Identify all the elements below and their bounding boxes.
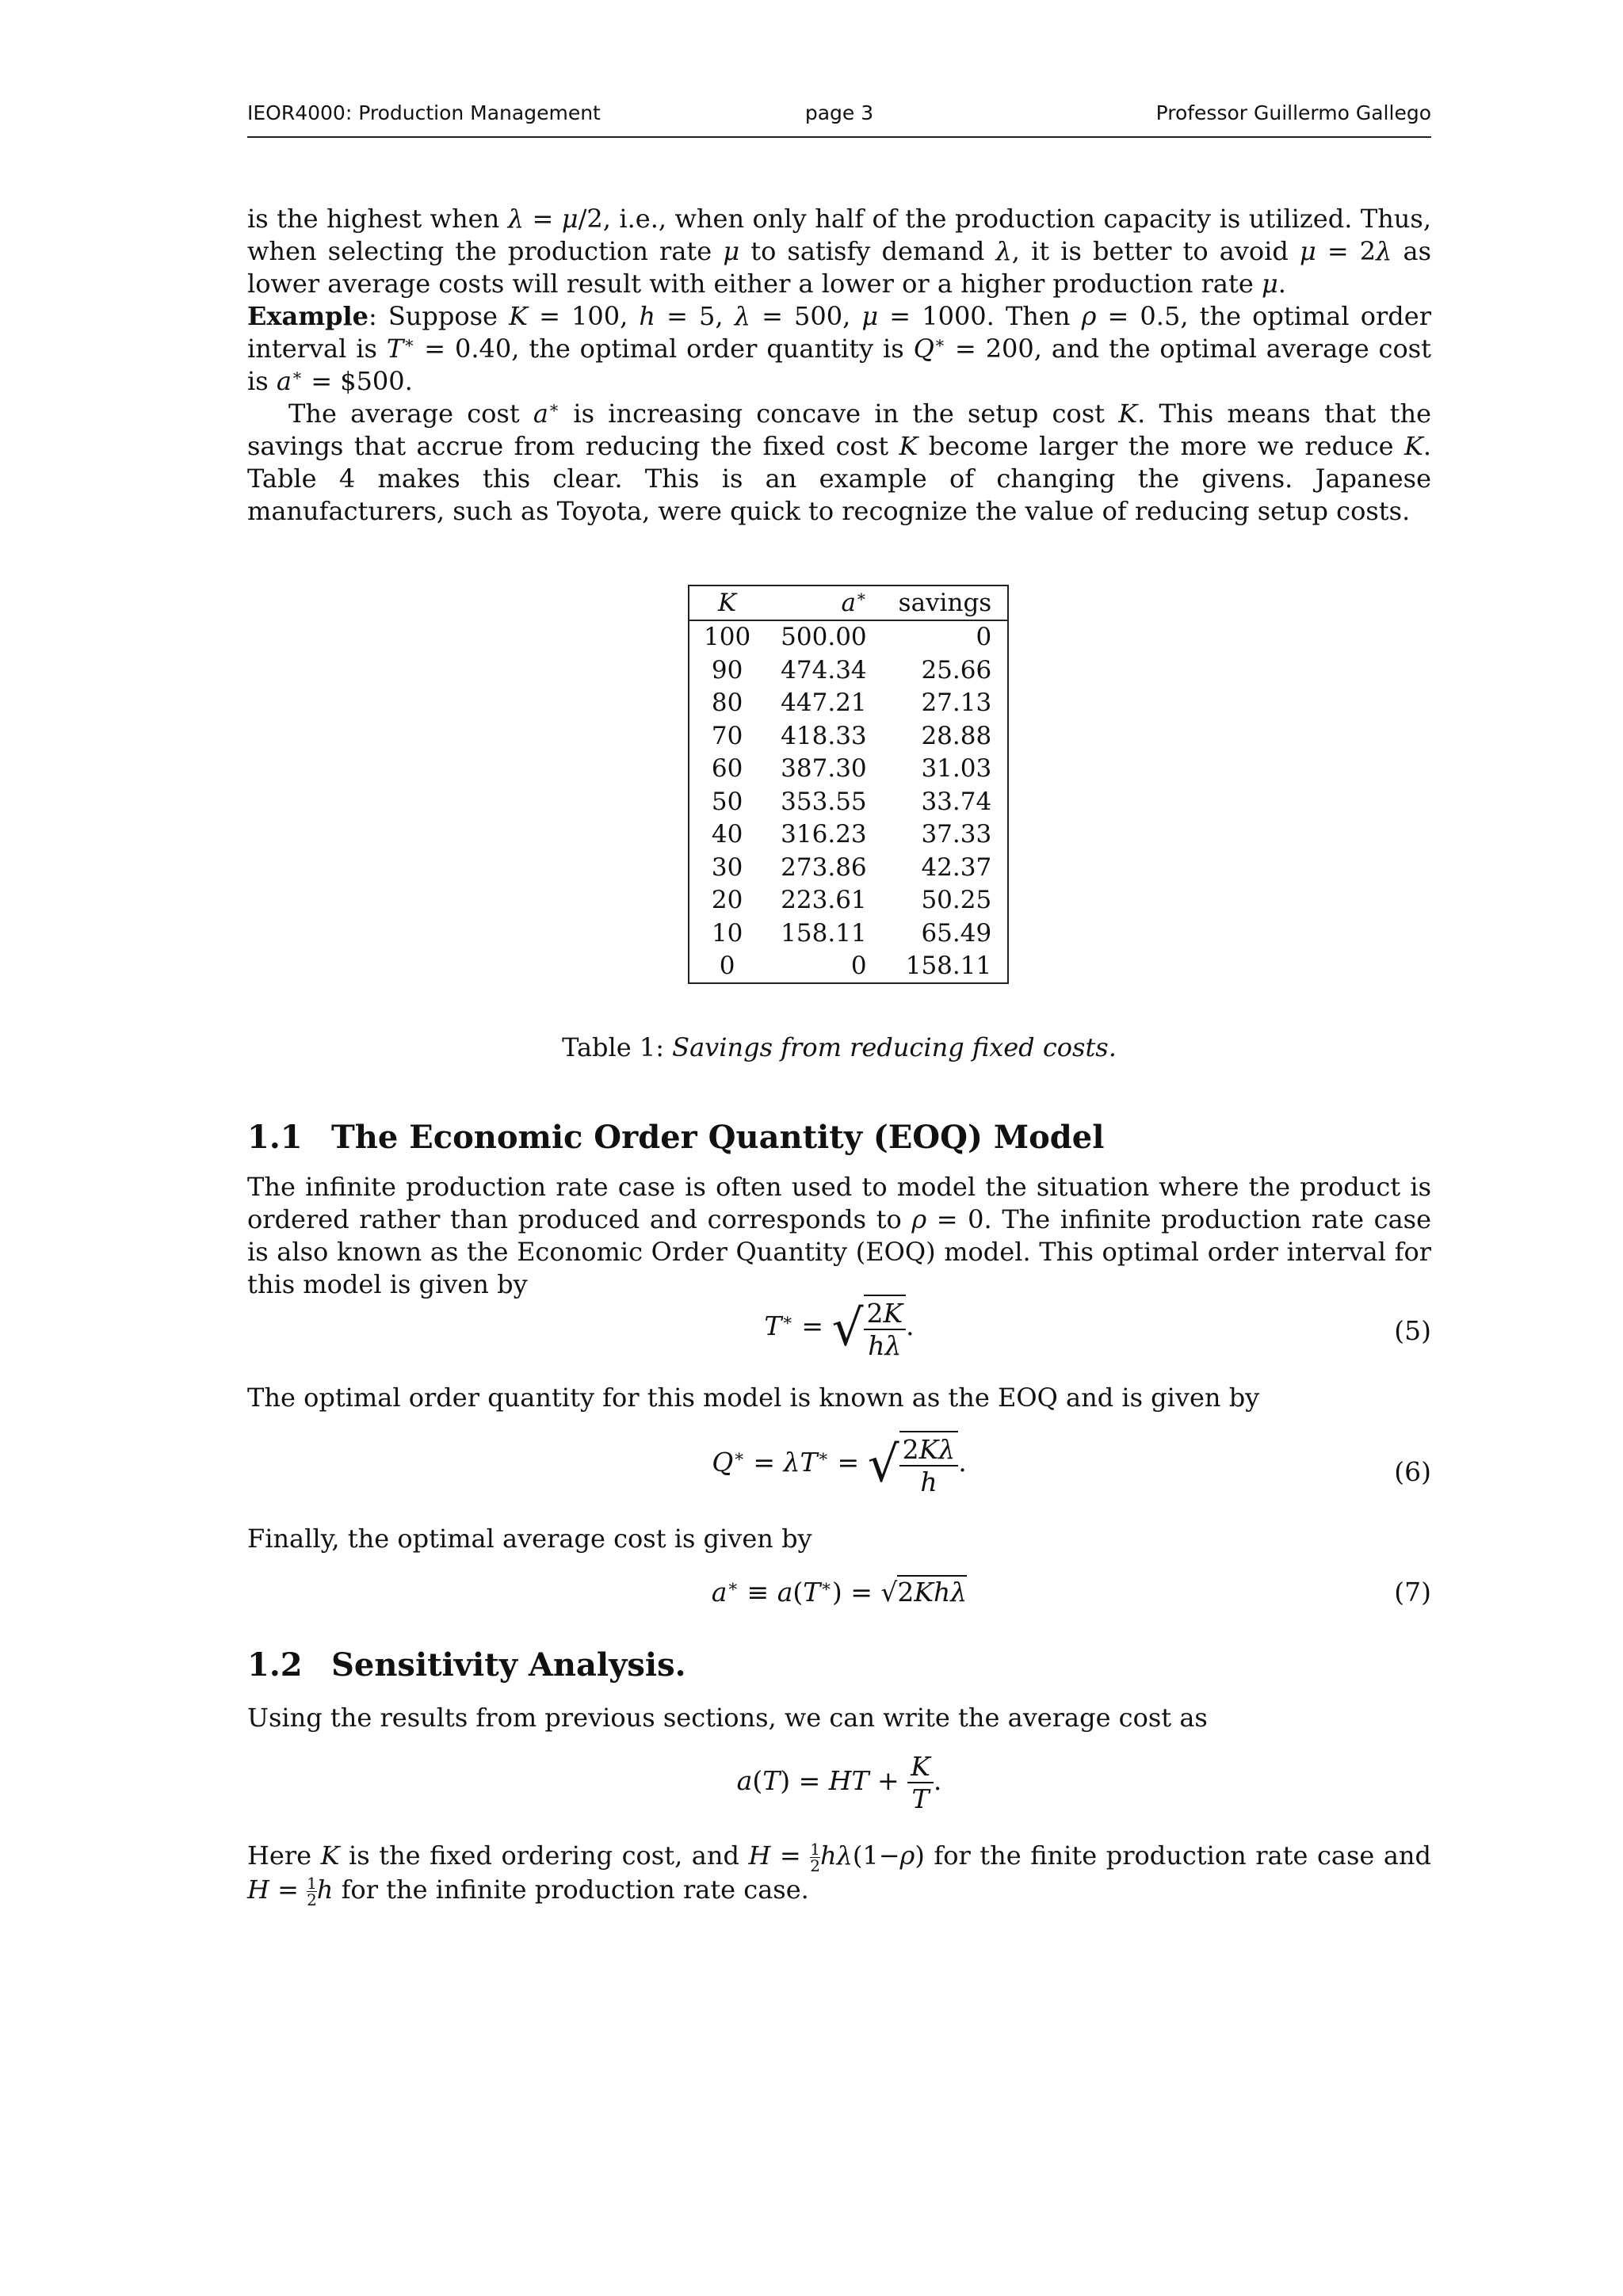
savings-table xyxy=(688,585,1009,984)
table-cell: 10 xyxy=(711,918,743,948)
table-cell: 33.74 xyxy=(921,787,992,816)
table-body xyxy=(689,620,1008,984)
savings-table-wrapper xyxy=(688,585,1009,984)
table-cell: 20 xyxy=(711,886,743,915)
table-row xyxy=(689,719,1008,753)
running-header xyxy=(247,101,1431,138)
table-cell: 474.34 xyxy=(781,655,867,685)
table-cell: 0 xyxy=(850,952,867,981)
average-cost-equation xyxy=(247,1751,1431,1827)
eoq-cost-paragraph: Finally, the optimal average cost is given by xyxy=(247,1524,812,1554)
table-cell: 28.88 xyxy=(921,721,992,750)
equation-6-body: Q∗ = λT∗ = √ $\frac{2K\lambda}{h}$ . xyxy=(247,1431,1431,1497)
example-label: Example xyxy=(247,301,369,331)
table-header-row xyxy=(689,585,1008,620)
section-number: 1.2 xyxy=(247,1646,303,1684)
table-row xyxy=(689,950,1008,984)
table-cell: 0 xyxy=(719,952,735,981)
table-cell: 65.49 xyxy=(921,918,992,948)
table-cell: 158.11 xyxy=(905,952,992,981)
table-cell: 31.03 xyxy=(921,754,992,784)
table-cell: 158.11 xyxy=(781,918,867,948)
equation-number: (6) xyxy=(1394,1456,1431,1487)
table-row xyxy=(689,917,1008,950)
section-title: The Economic Order Quantity (EOQ) Model xyxy=(331,1119,1105,1156)
table-header-cell: savings xyxy=(883,585,1009,620)
header-course: IEOR4000: Production Management xyxy=(247,101,601,124)
table-row xyxy=(689,785,1008,818)
table-cell: 387.30 xyxy=(781,754,867,784)
section-heading-sensitivity xyxy=(247,1646,686,1684)
table-cell: 223.61 xyxy=(781,886,867,915)
table-cell: 50 xyxy=(711,787,743,816)
table-cell: 447.21 xyxy=(781,688,867,718)
equation-7-body: a∗ ≡ a(T∗) = √2Khλ xyxy=(711,1577,968,1608)
table-cell: 500.00 xyxy=(781,623,867,652)
table-cell: 25.66 xyxy=(921,655,992,685)
equation-number: (5) xyxy=(1394,1315,1431,1346)
table-cell: 90 xyxy=(711,655,743,685)
section-number: 1.1 xyxy=(247,1119,303,1156)
table-caption xyxy=(247,1032,1431,1062)
table-cell: 27.13 xyxy=(921,688,992,718)
table-cell: 80 xyxy=(711,688,743,718)
sensitivity-definition-paragraph: Here K is the fixed ordering cost, and H = $\frac{1}{2}$ hλ(1−ρ) for the finite production rate case and H = $\frac{1}{2}$ h for the infinite production rate case. xyxy=(247,1840,1432,1909)
table-row xyxy=(689,753,1008,786)
table-row xyxy=(689,620,1008,654)
table-cell: 40 xyxy=(711,820,743,849)
table-cell: 0 xyxy=(976,623,992,652)
average-cost-equation-body: a(T) = HT + $\frac{K}{T}$ . xyxy=(736,1751,942,1814)
table-row xyxy=(689,851,1008,884)
table-cell: 50.25 xyxy=(921,886,992,915)
table-row xyxy=(689,687,1008,720)
table-row xyxy=(689,654,1008,687)
caption-text: Savings from reducing fixed costs. xyxy=(672,1032,1117,1062)
table-cell: 273.86 xyxy=(781,852,867,882)
table-cell: 42.37 xyxy=(921,852,992,882)
table-header-cell: K xyxy=(689,585,765,620)
table-cell: 418.33 xyxy=(781,721,867,750)
sensitivity-intro-paragraph: Using the results from previous sections, we can write the average cost as xyxy=(247,1703,1208,1733)
header-page-number: page 3 xyxy=(804,101,874,124)
equation-number: (7) xyxy=(1394,1577,1431,1608)
table-cell: 100 xyxy=(704,623,751,652)
section-title: Sensitivity Analysis. xyxy=(331,1646,686,1684)
concavity-paragraph: The average cost a∗ is increasing concave in the setup cost K. This means that the savings that accrue from reducing the fixed cost K become larger the more we reduce K. Table 4 makes this clear. This is an example of changing the givens. Japanese manufacturers, such as Toyota, were quick to recognize the value of reducing setup costs. xyxy=(247,398,1432,526)
table-row xyxy=(689,818,1008,852)
intro-paragraph: is the highest when λ = μ/2, i.e., when only half of the production capacity is utilized. Thus, when selecting the production rate μ to satisfy demand λ, it is better to avoid μ = 2λ as lower average costs will result with either a lower or a higher production rate μ. xyxy=(247,204,1432,299)
eoq-quantity-paragraph: The optimal order quantity for this model is known as the EOQ and is given by xyxy=(247,1383,1260,1413)
equation-5 xyxy=(247,1295,1431,1371)
table-header-cell: a∗ xyxy=(765,585,882,620)
example-paragraph: Example: Suppose K = 100, h = 5, λ = 500, μ = 1000. Then ρ = 0.5, the optimal order interval is T∗ = 0.40, the optimal order quantity is Q∗ = 200, and the optimal average cost is a∗ = $500. xyxy=(247,301,1432,396)
equation-5-body: T∗ = √ $\frac{2K}{h\lambda}$ . xyxy=(247,1295,1431,1361)
table-cell: 70 xyxy=(711,721,743,750)
table-cell: 353.55 xyxy=(781,787,867,816)
table-cell: 60 xyxy=(711,754,743,784)
intro-text xyxy=(247,203,1431,528)
table-cell: 30 xyxy=(711,852,743,882)
caption-label: Table 1: xyxy=(562,1032,673,1062)
header-author: Professor Guillermo Gallego xyxy=(1155,101,1431,124)
table-cell: 37.33 xyxy=(921,820,992,849)
table-row xyxy=(689,884,1008,917)
equation-6 xyxy=(247,1431,1431,1510)
eoq-intro-paragraph: The infinite production rate case is often used to model the situation where the product is ordered rather than produced and corresponds to ρ = 0. The infinite production rate case is also known as the Economic Order Quantity (EOQ) model. This optimal order interval for this model is given by xyxy=(247,1172,1432,1299)
table-cell: 316.23 xyxy=(781,820,867,849)
equation-7 xyxy=(247,1577,1431,1613)
section-heading-eoq xyxy=(247,1119,1104,1156)
